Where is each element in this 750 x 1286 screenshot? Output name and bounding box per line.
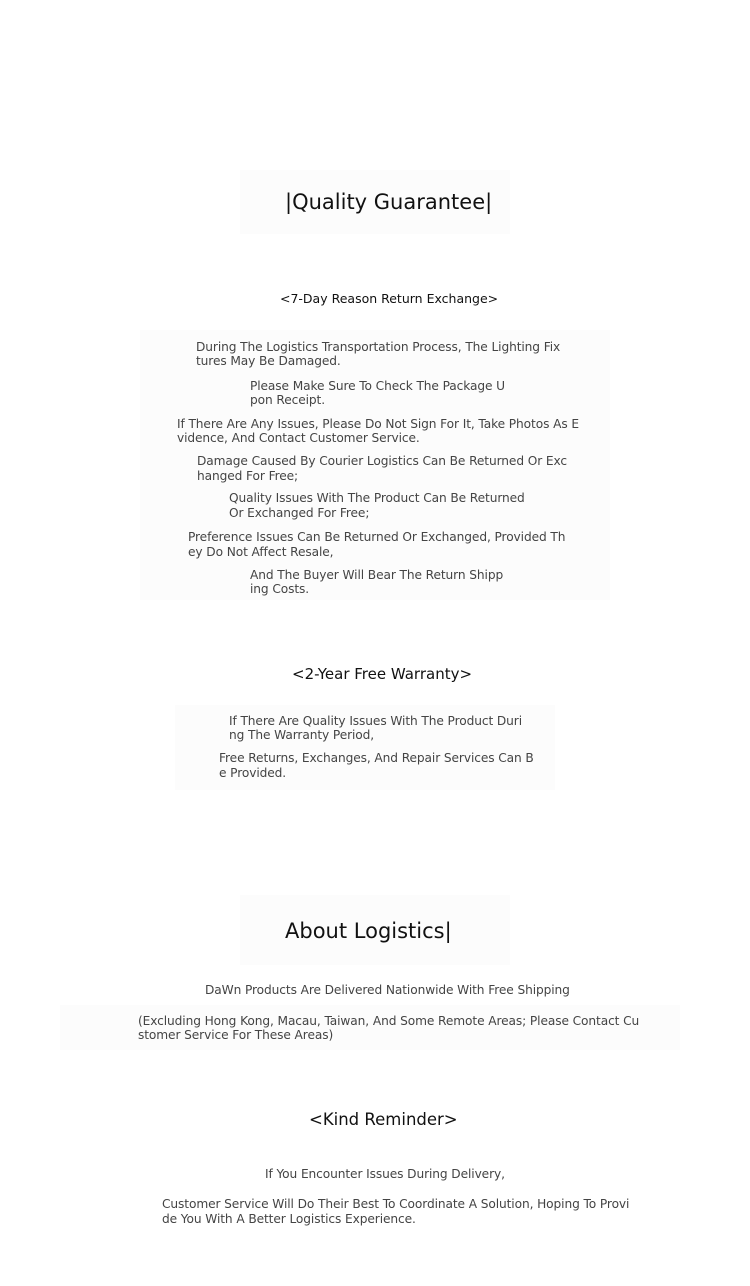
- reminder-line-1: If You Encounter Issues During Delivery,: [265, 1167, 505, 1181]
- reminder-line-2b: de You With A Better Logistics Experience.: [162, 1212, 416, 1226]
- return-line-1a: During The Logistics Transportation Process, The Lighting Fix: [196, 340, 561, 354]
- return-line-4b: hanged For Free;: [197, 469, 299, 483]
- warranty-line-1b: ng The Warranty Period,: [229, 728, 375, 742]
- return-line-5a: Quality Issues With The Product Can Be Returned: [229, 491, 525, 505]
- warranty-title: <2-Year Free Warranty>: [292, 665, 473, 683]
- logistics-line-2b: stomer Service For These Areas): [138, 1028, 334, 1042]
- return-exchange-title: <7-Day Reason Return Exchange>: [280, 291, 499, 306]
- logistics-line-2a: (Excluding Hong Kong, Macau, Taiwan, And Some Remote Areas; Please Contact Cu: [138, 1014, 640, 1028]
- warranty-line-2b: e Provided.: [219, 766, 287, 780]
- reminder-line-2a: Customer Service Will Do Their Best To Coordinate A Solution, Hoping To Provi: [162, 1197, 630, 1211]
- about-logistics-title: About Logistics|: [285, 919, 452, 943]
- return-line-4a: Damage Caused By Courier Logistics Can Be Returned Or Exc: [197, 454, 568, 468]
- quality-guarantee-title: |Quality Guarantee|: [285, 190, 493, 214]
- warranty-line-1a: If There Are Quality Issues With The Product Duri: [229, 714, 522, 728]
- return-line-6a: Preference Issues Can Be Returned Or Exchanged, Provided Th: [188, 530, 566, 544]
- return-line-2a: Please Make Sure To Check The Package U: [250, 379, 505, 393]
- return-line-3b: vidence, And Contact Customer Service.: [177, 431, 420, 445]
- return-line-1b: tures May Be Damaged.: [196, 354, 341, 368]
- return-line-6b: ey Do Not Affect Resale,: [188, 545, 334, 559]
- return-line-3a: If There Are Any Issues, Please Do Not Sign For It, Take Photos As E: [177, 417, 579, 431]
- return-line-2b: pon Receipt.: [250, 393, 325, 407]
- warranty-line-2a: Free Returns, Exchanges, And Repair Services Can B: [219, 751, 534, 765]
- return-line-7a: And The Buyer Will Bear The Return Shipp: [250, 568, 504, 582]
- logistics-line-1: DaWn Products Are Delivered Nationwide With Free Shipping: [205, 983, 570, 997]
- return-line-5b: Or Exchanged For Free;: [229, 506, 370, 520]
- kind-reminder-title: <Kind Reminder>: [309, 1110, 458, 1129]
- return-line-7b: ing Costs.: [250, 582, 310, 596]
